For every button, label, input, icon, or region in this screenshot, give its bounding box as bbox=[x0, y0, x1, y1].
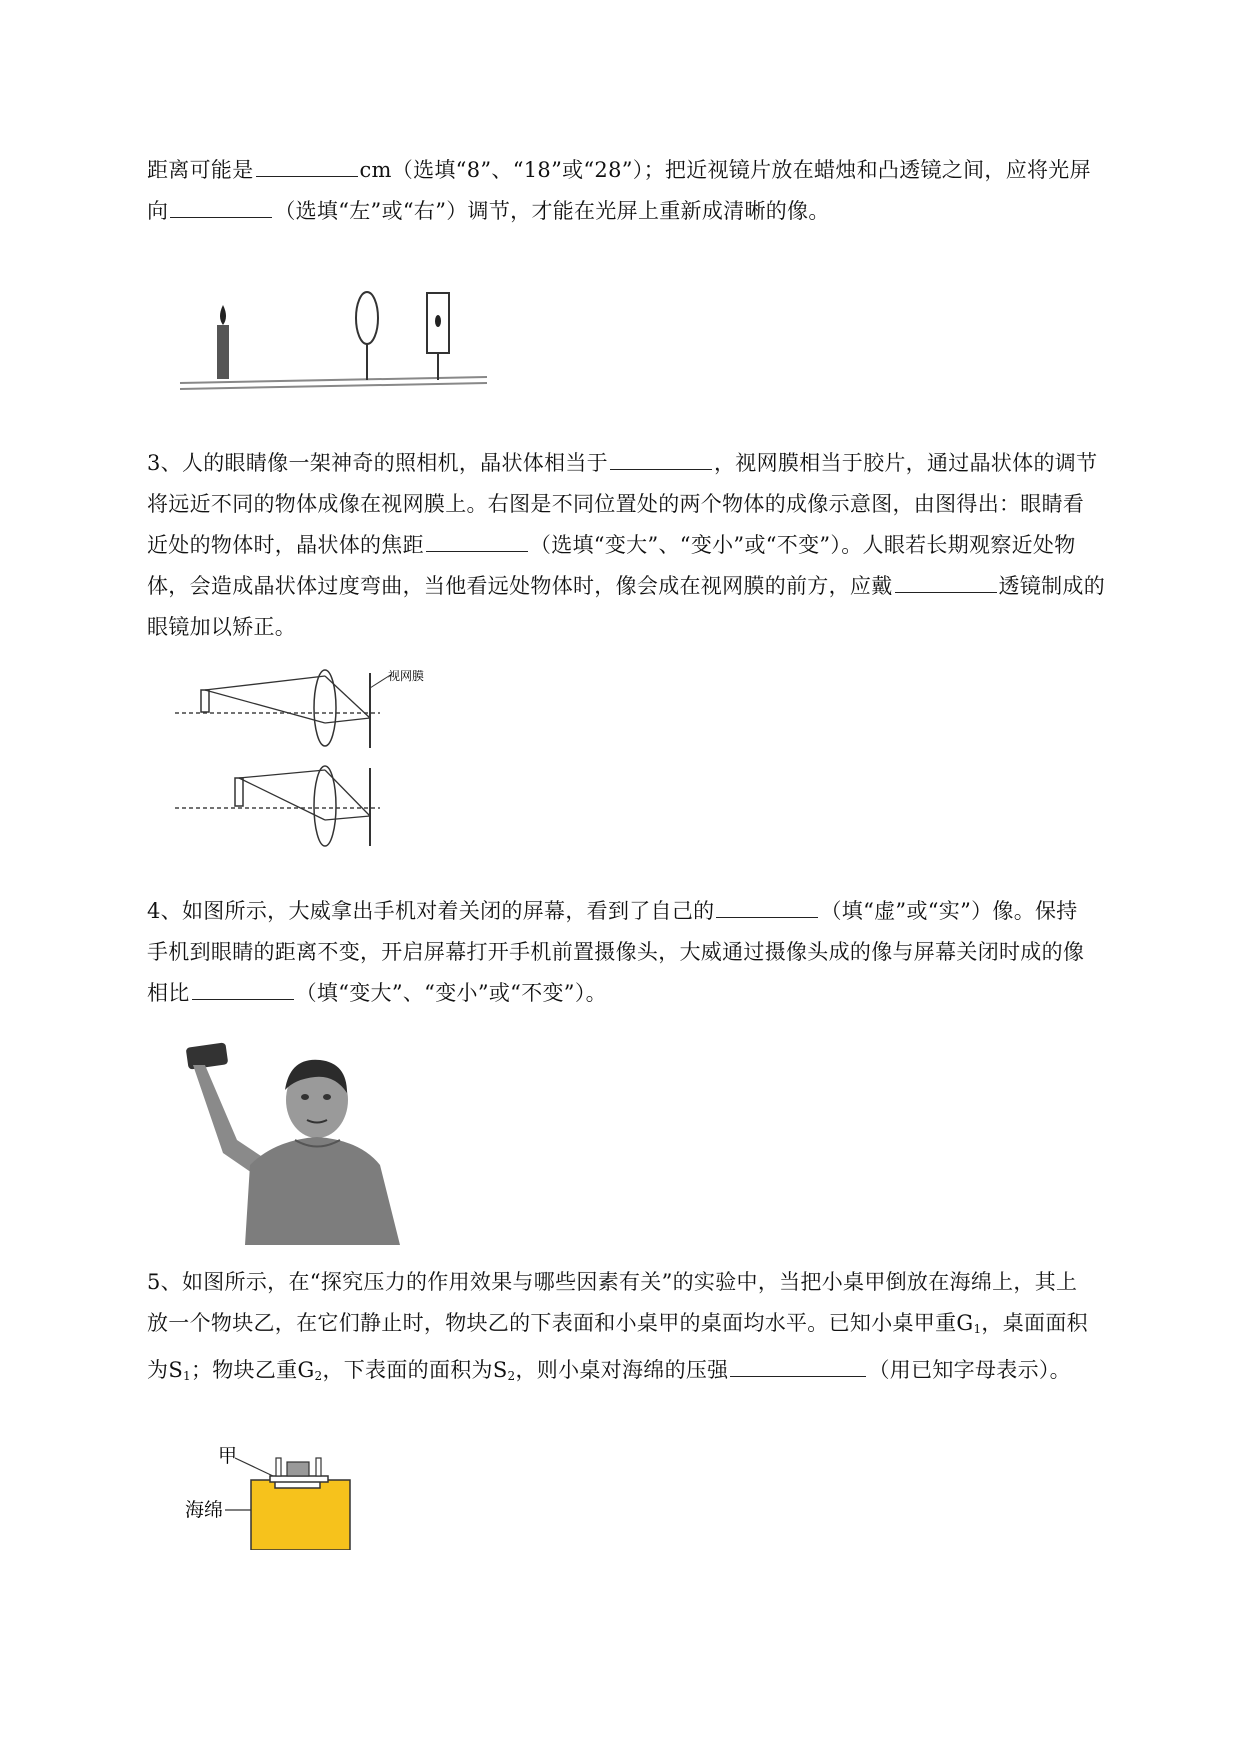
answer-blank[interactable] bbox=[610, 447, 712, 470]
answer-blank[interactable] bbox=[256, 154, 358, 177]
answer-blank[interactable] bbox=[170, 195, 272, 218]
question-4-text: 4、如图所示，大威拿出手机对着关闭的屏幕，看到了自己的 （填“虚”或“实”）像。保持 手机到眼睛的距离不变，开启屏幕打开手机前置摄像头，大威通过摄像头成的像与屏幕关闭时成的像 相比 （填“变大”、“变小”或“不变”）。 bbox=[147, 891, 1147, 1014]
selfie-photo bbox=[175, 1035, 410, 1245]
q2-line-2: 向 （选填“左”或“右”）调节，才能在光屏上重新成清晰的像。 bbox=[147, 191, 1147, 232]
question-5-text: 5、如图所示，在“探究压力的作用效果与哪些因素有关”的实验中，当把小桌甲倒放在海绵上，其上 放一个物块乙，在它们静止时，物块乙的下表面和小桌甲的桌面均水平。已知小桌甲重$G_1$，桌面面积 为$S_1$；物块乙重$G_2$，下表面的面积为$S_2$，则小桌对海绵的压强 （用已知字母表示）。 bbox=[147, 1270, 1088, 1383]
q2-line-1: 距离可能是 cm（选填“8”、“18”或“28”）；把近视镜片放在蜡烛和凸透镜之间，应将光屏 bbox=[147, 150, 1147, 191]
sponge-label: 海绵 bbox=[185, 1499, 224, 1521]
eye-ray-diagram bbox=[170, 668, 470, 868]
answer-blank[interactable] bbox=[895, 570, 997, 593]
answer-blank[interactable] bbox=[426, 529, 528, 552]
answer-blank[interactable] bbox=[730, 1354, 866, 1377]
candle bbox=[217, 325, 229, 379]
retina-label: 视网膜 bbox=[388, 669, 425, 683]
convex-lens bbox=[356, 292, 378, 344]
answer-blank[interactable] bbox=[716, 895, 818, 918]
block-b bbox=[287, 1462, 309, 1476]
sponge bbox=[245, 1480, 250, 1490]
answer-blank[interactable] bbox=[192, 977, 294, 1000]
table-label: 甲 bbox=[218, 1445, 238, 1467]
question-2-text bbox=[147, 150, 1147, 232]
optical-bench-figure bbox=[175, 285, 495, 395]
table-sponge-figure bbox=[185, 1440, 365, 1550]
question-3-text: 3、人的眼睛像一架神奇的照相机，晶状体相当于 ，视网膜相当于胶片，通过晶状体的调节 将远近不同的物体成像在视网膜上。右图是不同位置处的两个物体的成像示意图，由图得出：眼睛看 近处的物体时，晶状体的焦距 （选填“变大”、“变小”或“不变”）。人眼若长期观察近处物 体，会造成晶状体过度弯曲，当他看远处物体时，像会成在视网膜的前方，应戴 透镜制成的 眼镜加以矫正。 bbox=[147, 443, 1147, 648]
